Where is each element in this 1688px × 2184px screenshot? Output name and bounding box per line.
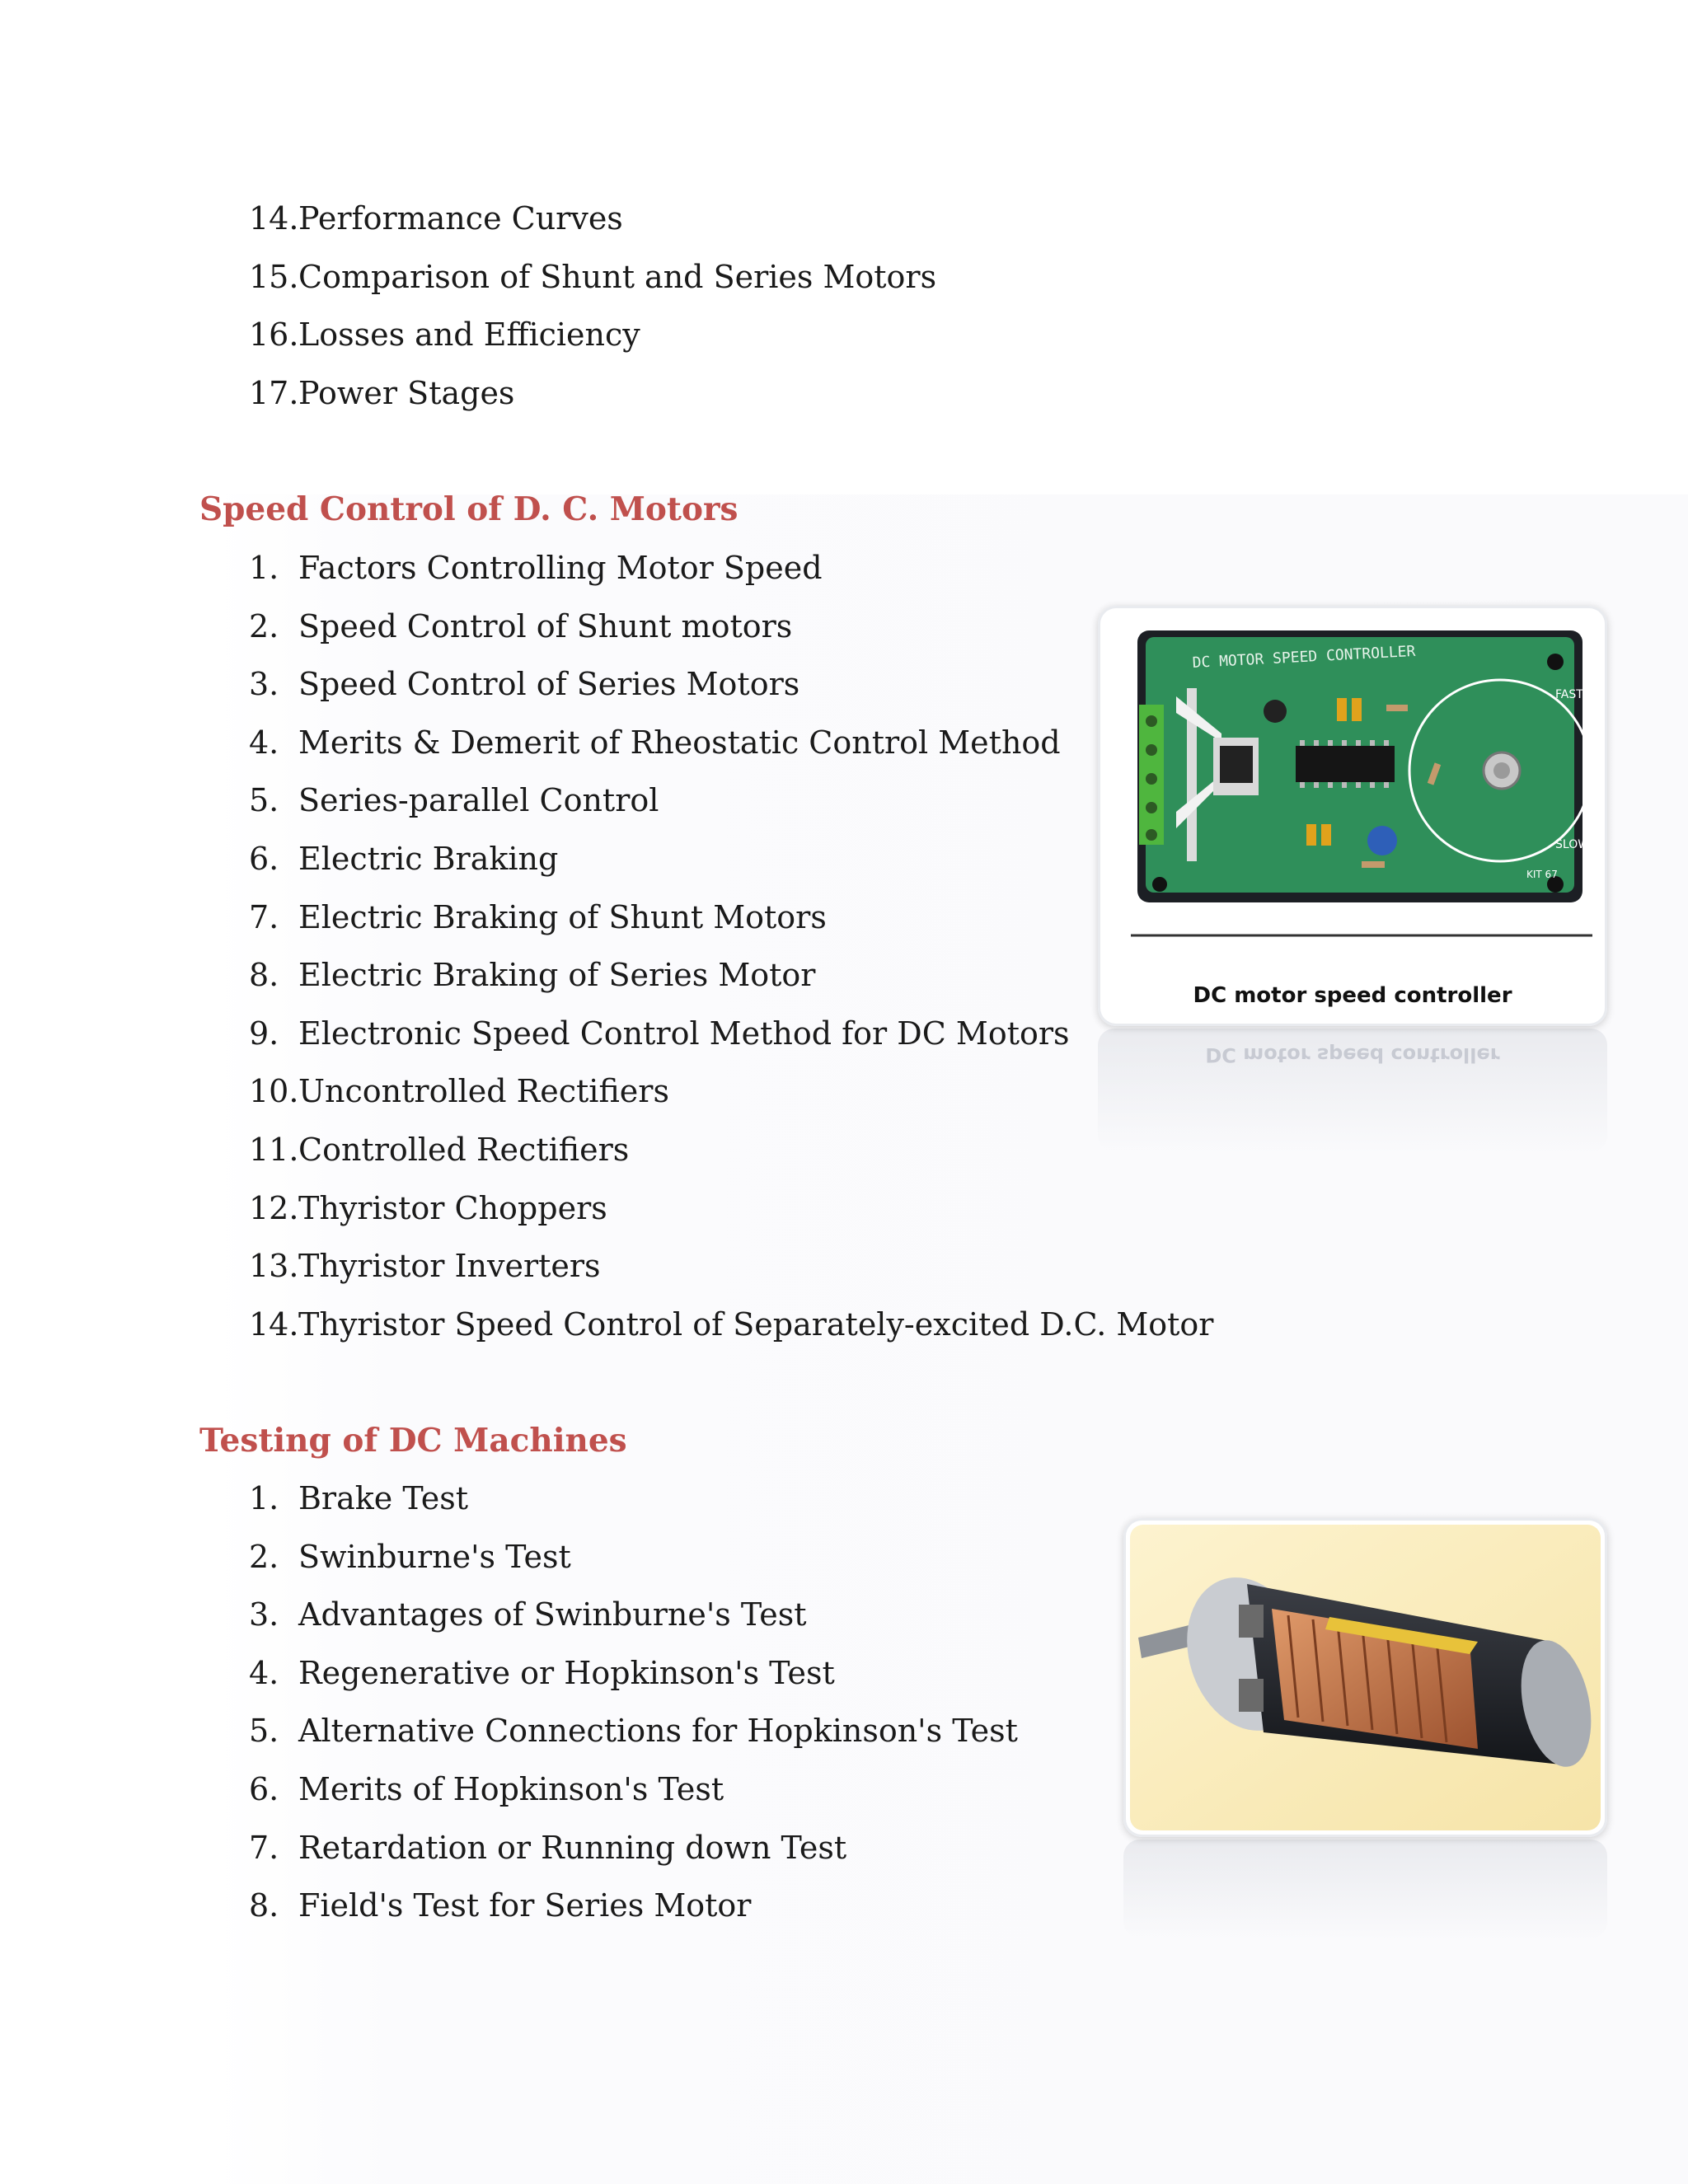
list-item-number: 4. (249, 724, 279, 761)
list-item (249, 1469, 1018, 1528)
list-item (249, 1121, 1213, 1179)
list-item-text: Power Stages (298, 374, 515, 411)
list-item-text: Retardation or Running down Test (298, 1829, 847, 1866)
list-item-number: 10. (249, 1073, 299, 1110)
list-item-text: Advantages of Swinburne's Test (298, 1596, 807, 1633)
speed-control-list (249, 539, 1213, 1353)
controller-figure (1098, 606, 1607, 1026)
list-item-number: 7. (249, 898, 279, 935)
list-item (249, 1062, 1213, 1121)
list-item (249, 190, 936, 248)
list-item-number: 8. (249, 1887, 279, 1924)
list-item-text: Thyristor Choppers (298, 1189, 607, 1226)
list-item (249, 946, 1213, 1005)
list-item-text: Speed Control of Shunt motors (298, 607, 793, 644)
list-item (249, 655, 1213, 714)
list-item (249, 714, 1213, 772)
list-item (249, 888, 1213, 947)
svg-text:FASTER: FASTER (1555, 688, 1599, 701)
list-item-number: 14. (249, 1305, 299, 1343)
svg-text:DC MOTOR SPEED CONTROLLER: DC MOTOR SPEED CONTROLLER (1192, 642, 1416, 672)
list-item-text: Electric Braking of Shunt Motors (298, 898, 827, 935)
list-item-number: 6. (249, 1770, 279, 1807)
motor-cutaway-illustration (1123, 1518, 1607, 1837)
list-item (249, 598, 1213, 656)
testing-list (249, 1469, 1018, 1935)
svg-text:SLOWER: SLOWER (1555, 838, 1605, 851)
speed-control-heading: Speed Control of D. C. Motors (199, 490, 738, 528)
list-item-number: 1. (249, 550, 279, 586)
top-list (249, 190, 936, 422)
list-item-text: Regenerative or Hopkinson's Test (298, 1654, 835, 1691)
list-item-text: Comparison of Shunt and Series Motors (298, 258, 937, 295)
list-item-text: Performance Curves (298, 200, 623, 237)
list-item-number: 3. (249, 1596, 279, 1633)
list-item-text: Uncontrolled Rectifiers (298, 1073, 669, 1110)
list-item-text: Controlled Rectifiers (298, 1131, 630, 1168)
list-item-number: 4. (249, 1654, 279, 1691)
svg-text:KIT 67: KIT 67 (1526, 869, 1558, 880)
list-item (249, 306, 936, 364)
list-item-number: 14. (249, 200, 299, 237)
list-item-text: Thyristor Speed Control of Separately-excited D.C. Motor (298, 1305, 1214, 1343)
testing-heading: Testing of DC Machines (199, 1422, 627, 1460)
list-item-text: Series-parallel Control (298, 782, 659, 819)
list-item-text: Electric Braking (298, 840, 559, 877)
list-item (249, 1005, 1213, 1063)
list-item-text: Electronic Speed Control Method for DC Motors (298, 1015, 1070, 1052)
list-item-number: 17. (249, 374, 299, 411)
list-item-number: 13. (249, 1248, 299, 1285)
list-item-text: Alternative Connections for Hopkinson's Test (298, 1713, 1018, 1750)
list-item (249, 1760, 1018, 1819)
list-item (249, 830, 1213, 888)
list-item-text: Speed Control of Series Motors (298, 666, 800, 703)
list-item-text: Electric Braking of Series Motor (298, 957, 816, 994)
list-item-number: 15. (249, 258, 299, 295)
motor-reflection (1123, 1840, 1607, 1938)
list-item-text: Field's Test for Series Motor (298, 1887, 752, 1924)
list-item (249, 1528, 1018, 1586)
list-item (249, 1586, 1018, 1644)
list-item-number: 2. (249, 1538, 279, 1575)
list-item-text: Losses and Efficiency (298, 316, 640, 354)
list-item-number: 8. (249, 957, 279, 994)
list-item-number: 16. (249, 316, 299, 354)
list-item-number: 3. (249, 666, 279, 703)
list-item (249, 1702, 1018, 1760)
controller-caption-reflection: DC motor speed controller (1205, 1043, 1500, 1066)
list-item (249, 248, 936, 307)
list-item-number: 11. (249, 1131, 299, 1168)
list-item (249, 1644, 1018, 1703)
list-item-text: Merits & Demerit of Rheostatic Control Method (298, 724, 1061, 761)
list-item (249, 1296, 1213, 1354)
list-item-number: 2. (249, 607, 279, 644)
list-item-number: 1. (249, 1480, 279, 1516)
list-item-text: Factors Controlling Motor Speed (298, 550, 823, 586)
list-item (249, 1237, 1213, 1296)
list-item-number: 5. (249, 1713, 279, 1750)
list-item-number: 7. (249, 1829, 279, 1866)
list-item (249, 539, 1213, 598)
list-item-text: Brake Test (298, 1480, 468, 1516)
list-item-number: 12. (249, 1189, 299, 1226)
controller-board-illustration (1098, 606, 1607, 1026)
list-item-number: 5. (249, 782, 279, 819)
list-item-text: Swinburne's Test (298, 1538, 571, 1575)
list-item-number: 6. (249, 840, 279, 877)
controller-caption: DC motor speed controller (1193, 983, 1512, 1008)
list-item (249, 364, 936, 423)
list-item (249, 1877, 1018, 1935)
list-item-number: 9. (249, 1015, 279, 1052)
motor-figure (1123, 1518, 1607, 1837)
list-item-text: Merits of Hopkinson's Test (298, 1770, 724, 1807)
list-item-text: Thyristor Inverters (298, 1248, 601, 1285)
list-item (249, 1179, 1213, 1238)
list-item (249, 771, 1213, 830)
list-item (249, 1819, 1018, 1877)
